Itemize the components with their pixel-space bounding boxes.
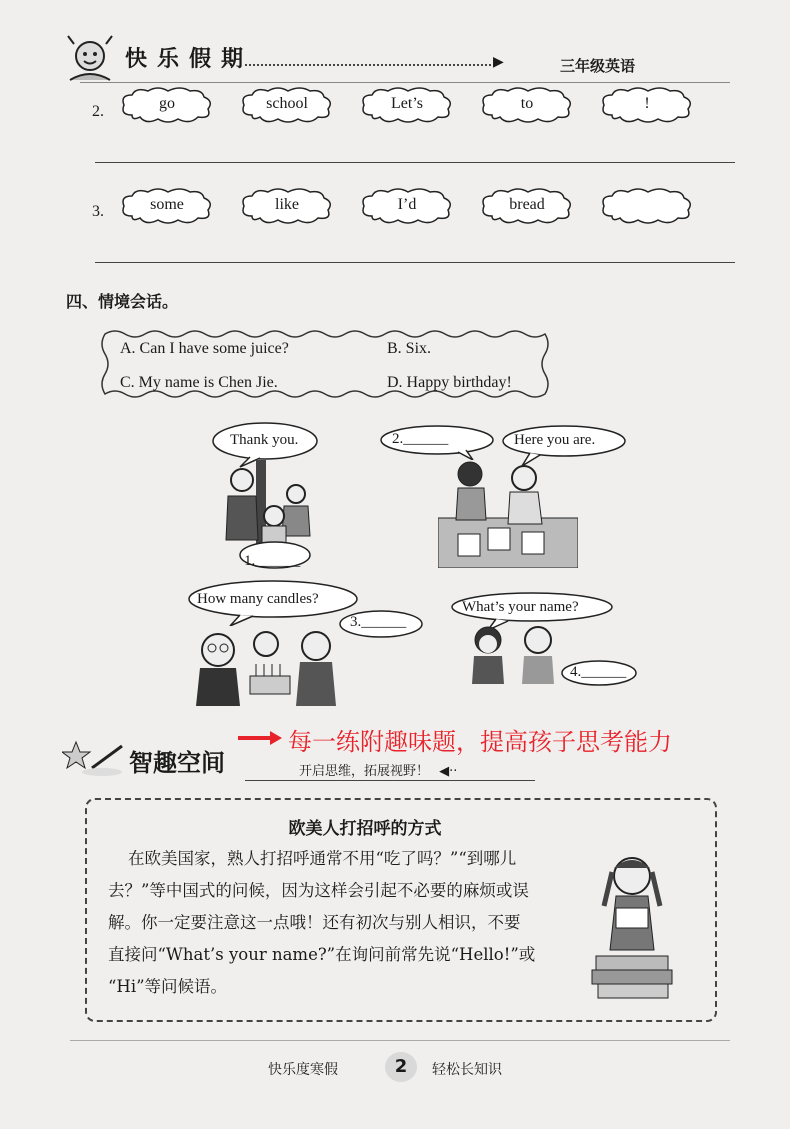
- q3-word-2: like: [275, 196, 299, 213]
- q3-word-1: some: [150, 196, 184, 213]
- story-line-5: “Hi”等问候语。: [108, 977, 228, 996]
- q3-cloud-1: [118, 186, 216, 230]
- bubble-2-text: Here you are.: [514, 432, 596, 448]
- header-divider: [80, 82, 730, 83]
- fun-space-title: 智趣空间: [129, 749, 225, 777]
- q3-cloud-4: [478, 186, 576, 230]
- story-line-4: 直接问“What’s your name?”在询问前常先说“Hello!”或: [108, 945, 536, 964]
- question-3-number: 3.: [92, 203, 104, 220]
- subtitle-arrow-icon: ◀··: [439, 764, 458, 779]
- header-arrow-icon: ▶: [493, 54, 504, 70]
- page-number: 2: [385, 1052, 417, 1082]
- footer-right-text: 轻松长知识: [432, 1062, 502, 1078]
- q3-word-3: I’d: [397, 196, 417, 213]
- bubble-1-text: Thank you.: [230, 432, 299, 448]
- blank-3[interactable]: 3.______: [350, 614, 407, 630]
- q2-word-3: Let’s: [391, 95, 423, 112]
- story-line-2: 去？”等中国式的问候，因为这样会引起不必要的麻烦或误: [108, 881, 529, 900]
- q3-cloud-2: [238, 186, 336, 230]
- q2-word-4: to: [520, 95, 534, 112]
- promo-banner: 每一练附趣味题，提高孩子思考能力: [288, 728, 672, 756]
- q2-cloud-3: [358, 85, 456, 129]
- q2-cloud-5: [598, 85, 696, 129]
- footer-divider: [70, 1040, 730, 1041]
- children-drawing-illustration: [438, 458, 578, 568]
- q3-word-4: bread: [509, 196, 545, 213]
- girl-reading-illustration: [586, 846, 678, 1002]
- bubble-3-text: How many candles?: [197, 591, 319, 607]
- header-subject: 三年级英语: [560, 57, 636, 75]
- bubble-4-text: What’s your name?: [462, 599, 579, 615]
- header-dotted-line: [245, 64, 495, 66]
- children-meeting-illustration: [462, 622, 562, 692]
- story-line-3: 解。你一定要注意这一点哦！还有初次与别人相识，不要: [108, 913, 521, 932]
- blank-2[interactable]: 2.______: [392, 431, 449, 447]
- story-title: 欧美人打招呼的方式: [288, 819, 442, 839]
- question-2-number: 2.: [92, 103, 104, 120]
- section-4-title: 四、情境会话。: [66, 292, 179, 311]
- q2-cloud-2: [238, 85, 336, 129]
- header-title: 快乐假期: [125, 47, 254, 72]
- birthday-party-illustration: [192, 620, 342, 706]
- red-arrow-icon: [236, 728, 284, 748]
- q2-word-2: school: [266, 95, 308, 112]
- blank-4[interactable]: 4.______: [570, 664, 627, 680]
- star-pencil-icon: [62, 738, 124, 778]
- option-c: C. My name is Chen Jie.: [120, 374, 278, 391]
- question-3-answer-line[interactable]: [95, 262, 735, 263]
- story-line-1: 在欧美国家，熟人打招呼通常不用“吃了吗？”“到哪儿: [128, 849, 517, 868]
- q2-cloud-4: [478, 85, 576, 129]
- q2-word-5: !: [644, 95, 650, 112]
- fun-space-subtitle-bar: [245, 760, 535, 781]
- option-b: B. Six.: [387, 340, 432, 357]
- q3-cloud-3: [358, 186, 456, 230]
- cloud-shape-icon: [598, 186, 696, 226]
- q3-cloud-5: [598, 186, 696, 230]
- fun-space-subtitle: 开启思维，拓展视野！: [299, 764, 430, 779]
- option-d: D. Happy birthday!: [387, 374, 512, 391]
- blank-1[interactable]: 1.______: [244, 553, 301, 569]
- option-a: A. Can I have some juice?: [120, 340, 289, 357]
- q2-word-1: go: [159, 95, 175, 112]
- footer-left-text: 快乐度寒假: [268, 1062, 338, 1078]
- cartoon-logo-icon: [60, 30, 120, 90]
- q2-cloud-1: [118, 85, 216, 129]
- question-2-answer-line[interactable]: [95, 162, 735, 163]
